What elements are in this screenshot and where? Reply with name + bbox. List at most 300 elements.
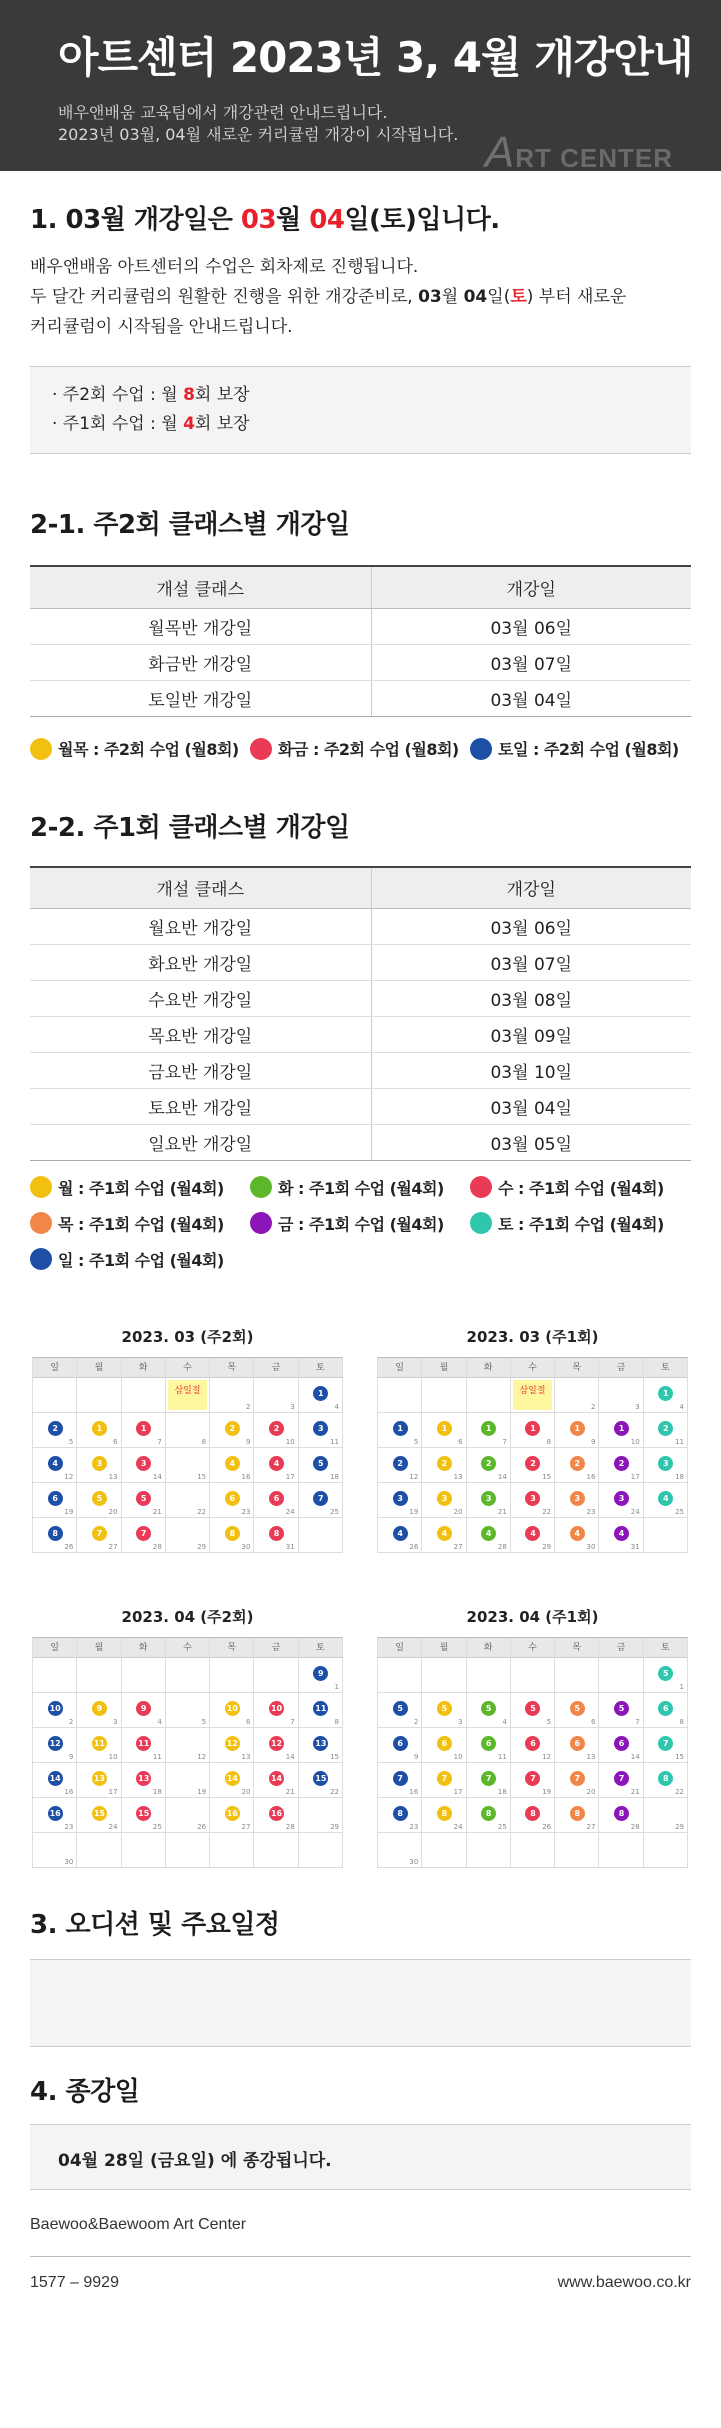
day-number: 19 [64,1508,74,1516]
session-marker: 7 [437,1771,452,1786]
calendar-day [299,1483,343,1518]
calendar-day [210,1833,254,1868]
session-marker: 10 [225,1701,240,1716]
day-number: 6 [245,1718,251,1726]
day-number: 17 [108,1788,118,1796]
day-number: 2 [68,1718,74,1726]
day-number: 29 [542,1543,552,1551]
calendar-day [166,1693,210,1728]
calendar-day [555,1833,599,1868]
calendar-day [122,1833,166,1868]
calendar-day [378,1413,422,1448]
column-header: 개강일 [371,566,691,608]
day-number: 20 [453,1508,463,1516]
calendar-title: 2023. 03 (주1회) [466,1328,599,1346]
day-number: 20 [241,1788,251,1796]
legend-label: 수 : 주1회 수업 (월4회) [498,1178,664,1198]
calendar-day [644,1448,688,1483]
calendar-day [467,1518,511,1553]
day-number: 14 [152,1473,162,1481]
legend-label: 화 : 주1회 수업 (월4회) [278,1178,444,1198]
calendar-day [33,1518,77,1553]
section-audition [0,1868,721,2047]
day-number: 31 [285,1543,295,1551]
calendar-day [422,1658,466,1693]
day-number: 18 [330,1473,339,1481]
calendar-day [467,1798,511,1833]
day-number: 14 [497,1473,507,1481]
session-marker: 2 [269,1421,284,1436]
day-number: 9 [590,1438,596,1446]
legend-label: 화금 : 주2회 수업 (월8회) [278,740,459,759]
session-marker: 16 [225,1806,240,1821]
calendar-day [299,1658,343,1693]
calendar-day [166,1448,210,1483]
calendar-day [511,1833,555,1868]
legend-dot [30,738,52,760]
session-marker: 3 [570,1491,585,1506]
day-number: 24 [453,1823,463,1831]
calendar-day [511,1448,555,1483]
table-row [30,1053,691,1089]
weekday-header: 금 [599,1358,643,1378]
day-number: 13 [108,1473,118,1481]
session-marker: 8 [393,1806,408,1821]
session-marker: 3 [92,1456,107,1471]
calendar-day [378,1833,422,1868]
day-number: 21 [630,1788,640,1796]
session-marker: 1 [437,1421,452,1436]
calendar-day [511,1518,555,1553]
calendar-grid [377,1637,688,1868]
session-marker: 5 [658,1666,673,1681]
column-header: 개설 클래스 [30,867,371,909]
session-marker: 4 [269,1456,284,1471]
session-marker: 8 [269,1526,284,1541]
calendar-day [599,1378,643,1413]
day-number: 17 [630,1473,640,1481]
calendar-day [210,1413,254,1448]
table-cell: 03월 10일 [371,1053,691,1089]
table-row [30,1125,691,1161]
weekday-header: 목 [210,1638,254,1658]
calendar-day [599,1693,643,1728]
calendar-day [122,1518,166,1553]
weekday-header: 수 [511,1358,555,1378]
table-cell: 03월 06일 [371,608,691,644]
calendar-day [77,1413,121,1448]
calendar-day [555,1413,599,1448]
table-cell: 03월 07일 [371,945,691,981]
day-number: 25 [497,1823,507,1831]
day-number: 12 [64,1473,74,1481]
weekday-header: 일 [33,1638,77,1658]
session-marker: 3 [658,1456,673,1471]
calendar-day [33,1413,77,1448]
day-number: 2 [590,1403,596,1411]
session-marker: 14 [48,1771,63,1786]
section-description: 배우앤배움 아트센터의 수업은 회차제로 진행됩니다. 두 달간 커리큘럼의 원활한 진행을 위한 개강준비로, 03월 04일(토) 부터 새로운 커리큘럼이 시작됨을 안내드립니다. [30,257,627,337]
table-cell: 월목반 개강일 [30,608,371,644]
calendar-day [77,1763,121,1798]
day-number: 28 [497,1543,507,1551]
day-number: 24 [630,1508,640,1516]
calendar-day [299,1833,343,1868]
session-marker: 2 [658,1421,673,1436]
session-marker: 4 [525,1526,540,1541]
day-number: 9 [68,1753,74,1761]
day-number: 15 [675,1753,684,1761]
calendar-day [644,1833,688,1868]
calendar-day [33,1378,77,1413]
calendar-day [299,1693,343,1728]
session-marker: 8 [481,1806,496,1821]
day-number: 21 [285,1788,295,1796]
header-sub-line: 2023년 03월, 04월 새로운 커리큘럼 개강이 시작됩니다. [58,125,459,144]
session-marker: 12 [48,1736,63,1751]
calendar-day [467,1833,511,1868]
day-number: 4 [502,1718,507,1726]
weekday-header: 일 [378,1638,422,1658]
legend-item [470,1169,690,1205]
guarantee-item: · 주2회 수업 : 월 8회 보장 [52,385,250,405]
calendar-day [254,1798,298,1833]
day-number: 22 [330,1788,339,1796]
day-number: 2 [413,1718,419,1726]
session-marker: 11 [313,1701,328,1716]
day-number: 13 [453,1473,463,1481]
session-marker: 1 [481,1421,496,1436]
day-number: 19 [542,1788,552,1796]
calendar-day [644,1693,688,1728]
table-row [30,945,691,981]
session-marker: 6 [658,1701,673,1716]
calendar-day [77,1693,121,1728]
audition-box [30,1959,691,2047]
calendar-day [122,1658,166,1693]
calendar-day [254,1378,298,1413]
calendar-day [77,1483,121,1518]
session-marker: 7 [136,1526,151,1541]
calendar-day [644,1658,688,1693]
day-number: 21 [497,1508,507,1516]
header-banner [0,0,721,177]
day-number: 6 [590,1718,596,1726]
day-number: 16 [241,1473,251,1481]
day-number: 1 [334,1683,339,1691]
session-marker: 4 [481,1526,496,1541]
day-number: 24 [285,1508,295,1516]
section-opening [0,171,721,454]
session-marker: 2 [570,1456,585,1471]
session-marker: 1 [570,1421,585,1436]
table-cell: 토요반 개강일 [30,1089,371,1125]
calendar-day [166,1658,210,1693]
legend-dot [250,1212,272,1234]
day-number: 3 [635,1403,640,1411]
day-number: 12 [542,1753,552,1761]
calendar-day [599,1448,643,1483]
legend-label: 토일 : 주2회 수업 (월8회) [498,740,679,759]
calendar-day [77,1798,121,1833]
calendar-day [422,1518,466,1553]
day-number: 17 [453,1788,463,1796]
day-number: 27 [586,1823,596,1831]
session-marker: 15 [313,1771,328,1786]
calendar-day [166,1518,210,1553]
weekday-header: 토 [644,1638,688,1658]
calendar-day [599,1728,643,1763]
legend-label: 일 : 주1회 수업 (월4회) [58,1250,224,1270]
section-once-weekly [0,767,721,1278]
legend-dot [470,1212,492,1234]
session-marker: 14 [225,1771,240,1786]
day-number: 7 [157,1438,162,1446]
session-marker: 2 [525,1456,540,1471]
calendar-day [77,1658,121,1693]
session-marker: 5 [393,1701,408,1716]
day-number: 2 [245,1403,251,1411]
calendar-day [166,1728,210,1763]
legend-dot [250,738,272,760]
day-number: 10 [285,1438,295,1446]
legend-item [30,1169,250,1205]
calendar-day [299,1728,343,1763]
once-weekly-legend [30,1169,691,1277]
art-center-logo: ART CENTER [484,128,673,177]
legend-label: 금 : 주1회 수업 (월4회) [278,1214,444,1234]
day-number: 29 [197,1543,207,1551]
calendar-day [422,1798,466,1833]
weekday-header: 목 [555,1358,599,1378]
calendar-day [166,1763,210,1798]
day-number: 27 [108,1543,118,1551]
session-marker: 2 [225,1421,240,1436]
calendar-day [122,1483,166,1518]
day-number: 27 [453,1543,463,1551]
day-number: 16 [409,1788,419,1796]
table-cell: 03월 07일 [371,644,691,680]
legend-dot [470,738,492,760]
column-header: 개설 클래스 [30,566,371,608]
session-marker: 9 [313,1666,328,1681]
legend-item [470,731,690,767]
footer-website-link[interactable]: www.baewoo.co.kr [557,2274,691,2291]
calendar-day [122,1693,166,1728]
calendar-day [644,1378,688,1413]
calendar-day [166,1833,210,1868]
day-number: 23 [241,1508,251,1516]
weekday-header: 일 [378,1358,422,1378]
calendar-day [378,1448,422,1483]
calendar-day [77,1378,121,1413]
day-number: 15 [197,1473,207,1481]
legend-dot [250,1176,272,1198]
table-cell: 03월 08일 [371,981,691,1017]
weekday-header: 일 [33,1358,77,1378]
calendar-day [422,1413,466,1448]
calendar [377,1597,688,1868]
session-marker: 5 [136,1491,151,1506]
session-marker: 7 [313,1491,328,1506]
holiday-label: 삼일절 [168,1380,207,1410]
calendar-day [33,1448,77,1483]
calendar-day [599,1763,643,1798]
session-marker: 7 [393,1771,408,1786]
session-marker: 5 [525,1701,540,1716]
day-number: 18 [497,1788,507,1796]
legend-item [30,1205,250,1241]
session-marker: 7 [614,1771,629,1786]
day-number: 31 [630,1543,640,1551]
calendar-day [33,1728,77,1763]
session-marker: 1 [393,1421,408,1436]
calendar-day [166,1483,210,1518]
day-number: 30 [409,1858,419,1866]
day-number: 10 [453,1753,463,1761]
day-number: 27 [241,1823,251,1831]
calendar-day [122,1763,166,1798]
session-marker: 15 [92,1806,107,1821]
session-marker: 4 [225,1456,240,1471]
table-row [30,1089,691,1125]
session-marker: 1 [614,1421,629,1436]
calendar-day [210,1693,254,1728]
legend-label: 월목 : 주2회 수업 (월8회) [58,740,239,759]
day-number: 13 [241,1753,251,1761]
calendar-day [378,1763,422,1798]
session-marker: 10 [48,1701,63,1716]
session-marker: 8 [658,1771,673,1786]
day-number: 28 [285,1823,295,1831]
session-marker: 2 [481,1456,496,1471]
calendar-title: 2023. 03 (주2회) [121,1328,254,1346]
table-row [30,608,691,644]
calendar-day [644,1483,688,1518]
twice-weekly-legend [30,731,691,767]
day-number: 1 [679,1683,684,1691]
calendar-day [378,1728,422,1763]
calendar-day [511,1693,555,1728]
calendar-day [599,1413,643,1448]
calendar-day [467,1658,511,1693]
table-cell: 화요반 개강일 [30,945,371,981]
calendar-day [299,1378,343,1413]
section-title: 2-2. 주1회 클래스별 개강일 [30,812,350,843]
session-marker: 6 [614,1736,629,1751]
footer [0,2216,721,2309]
day-number: 11 [330,1438,339,1446]
calendar-day [210,1658,254,1693]
day-number: 26 [542,1823,552,1831]
table-row [30,680,691,716]
calendar-day [422,1378,466,1413]
calendar-day [644,1413,688,1448]
calendar [377,1317,688,1553]
calendar-day [210,1763,254,1798]
calendar-day [77,1728,121,1763]
day-number: 7 [635,1718,640,1726]
calendar-day [467,1483,511,1518]
session-marker: 3 [313,1421,328,1436]
day-number: 4 [157,1718,162,1726]
weekday-header: 목 [555,1638,599,1658]
closing-date-text: 04월 28일 (금요일) 에 종강됩니다. [58,2151,332,2171]
day-number: 8 [679,1718,684,1726]
day-number: 5 [546,1718,552,1726]
calendar-day [555,1518,599,1553]
day-number: 28 [152,1543,162,1551]
session-marker: 6 [393,1736,408,1751]
weekday-header: 수 [166,1358,210,1378]
weekday-header: 화 [122,1638,166,1658]
weekday-header: 목 [210,1358,254,1378]
day-number: 30 [64,1858,74,1866]
day-number: 3 [113,1718,118,1726]
session-marker: 1 [525,1421,540,1436]
calendar-day [467,1378,511,1413]
legend-label: 토 : 주1회 수업 (월4회) [498,1214,664,1234]
section-title: 2-1. 주2회 클래스별 개강일 [30,510,350,540]
day-number: 7 [502,1438,507,1446]
legend-dot [30,1248,52,1270]
day-number: 24 [108,1823,118,1831]
calendar-day [467,1693,511,1728]
day-number: 22 [542,1508,552,1516]
day-number: 6 [113,1438,118,1446]
calendar-grid [377,1357,688,1553]
header-sub-line: 배우앤배움 교육팀에서 개강관련 안내드립니다. [58,103,388,122]
session-marker: 3 [481,1491,496,1506]
session-marker: 12 [269,1736,284,1751]
calendar-day [422,1763,466,1798]
table-row [30,909,691,945]
calendar-day [122,1728,166,1763]
calendar-day [210,1483,254,1518]
calendar-day [299,1798,343,1833]
day-number: 8 [546,1438,552,1446]
table-cell: 토일반 개강일 [30,680,371,716]
day-number: 25 [152,1823,162,1831]
day-number: 29 [675,1823,684,1831]
table-cell: 03월 05일 [371,1125,691,1161]
calendar-day [555,1483,599,1518]
day-number: 4 [679,1403,684,1411]
calendar-day [644,1763,688,1798]
session-marker: 4 [570,1526,585,1541]
section-title: 3. 오디션 및 주요일정 [30,1910,280,1940]
calendar-title: 2023. 04 (주1회) [466,1608,599,1626]
session-marker: 2 [437,1456,452,1471]
day-number: 28 [630,1823,640,1831]
calendar-day [166,1798,210,1833]
calendar-day [254,1483,298,1518]
session-marker: 13 [92,1771,107,1786]
calendar-day [254,1763,298,1798]
session-marker: 6 [525,1736,540,1751]
calendar-day [254,1833,298,1868]
calendar-day [378,1483,422,1518]
calendar-day [210,1448,254,1483]
holiday-label: 삼일절 [513,1380,552,1410]
session-marker: 6 [269,1491,284,1506]
session-marker: 3 [437,1491,452,1506]
calendar-day [33,1763,77,1798]
calendar-day [511,1378,555,1413]
session-marker: 9 [92,1701,107,1716]
weekday-header: 월 [422,1358,466,1378]
calendar-day [555,1728,599,1763]
